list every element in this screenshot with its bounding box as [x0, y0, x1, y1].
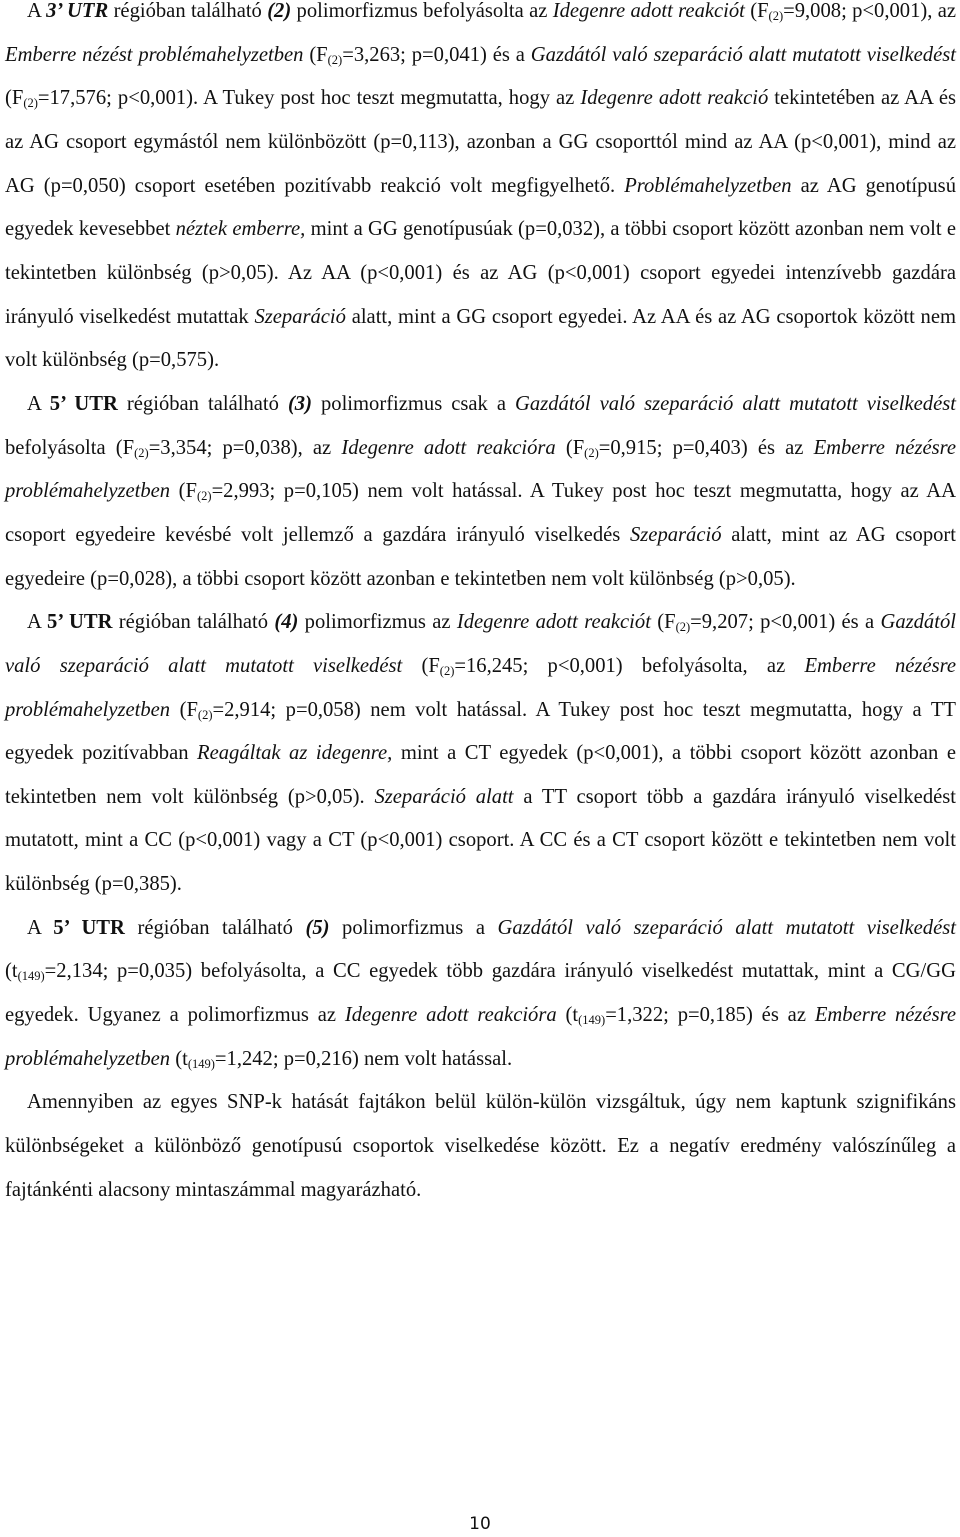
- text-run: a TT csoport több a gazdára irányuló viselkedést mutatott, mint a CC (p<0,001) vagy a CT (p<0,001) csoport. A CC és a CT csoport között e tekintetben nem volt különbség (p=0,385).: [5, 785, 956, 896]
- text-run: =0,915; p=0,403) és az: [598, 436, 814, 459]
- text-run: polimorfizmus csak a: [311, 392, 516, 415]
- italic-text: Emberre nézésre problémahelyzetben: [5, 436, 956, 503]
- page-number: 10: [469, 1514, 491, 1534]
- text-run: (t: [5, 960, 18, 983]
- bold-italic-text: (3): [287, 392, 312, 415]
- text-run: A: [27, 916, 54, 939]
- text-run: régióban található: [108, 0, 268, 22]
- italic-text: Idegenre adott reakció: [580, 87, 769, 110]
- text-run: =2,993; p=0,105) nem volt hatással. A Tukey post hoc teszt megmutatta, hogy az AA csoport egyedeire kevésbé volt jellemző a gazdára irányuló viselkedés: [5, 480, 956, 546]
- bold-italic-text: (5): [305, 916, 330, 939]
- text-run: (F: [744, 0, 769, 22]
- italic-text: Szeparáció: [254, 305, 346, 328]
- text-run: =1,242; p=0,216) nem volt hatással.: [214, 1047, 513, 1070]
- text-run: régióban található: [117, 392, 288, 415]
- italic-text: Gazdától való szeparáció alatt mutatott viselkedést: [515, 392, 956, 415]
- text-run: =1,322; p=0,185) és az: [605, 1004, 815, 1027]
- text-run: (t: [170, 1047, 188, 1070]
- text-run: mint a CT egyedek (p<0,001), a többi csoport között azonban e tekintetben nem volt különbség (p>0,05).: [5, 742, 956, 808]
- subscript-text: (2): [196, 489, 212, 504]
- bold-italic-text: (2): [267, 0, 292, 22]
- text-run: =9,207; p<0,001) és a: [690, 611, 881, 634]
- paragraph-5utr-snp5: [5, 907, 956, 1082]
- italic-text: Idegenre adott reakciót: [456, 611, 651, 634]
- text-run: =2,914; p=0,058) nem volt hatással. A Tukey post hoc teszt megmutatta, hogy a TT egyedek pozitívabban: [5, 698, 956, 765]
- bold-italic-text: 3’ UTR: [46, 0, 109, 22]
- subscript-text: (2): [584, 445, 599, 460]
- text-run: mint a GG genotípusúak (p=0,032), a többi csoport között azonban nem volt e tekintetben különbség (p>0,05). Az AA (p<0,001) és az AG (p<0,001) csoport egyedei intenzívebb gazdára irányuló viselkedést mutattak: [5, 218, 956, 328]
- bold-text: 5’ UTR: [47, 611, 113, 634]
- paragraph-breed-analysis: [5, 1081, 956, 1212]
- text-run: régióban található: [124, 916, 306, 939]
- subscript-text: (2): [23, 96, 38, 111]
- text-run: =17,576; p<0,001). A Tukey post hoc teszt megmutatta, hogy az: [37, 87, 581, 110]
- text-run: (F: [5, 87, 24, 110]
- bold-italic-text: (4): [274, 611, 299, 634]
- paragraph-5utr-snp4: [5, 601, 956, 907]
- paragraph-5utr-snp3: [5, 383, 956, 601]
- body-text: [5, 0, 956, 1212]
- subscript-text: (2): [197, 707, 213, 722]
- text-run: régióban található: [112, 611, 275, 634]
- italic-text: Szeparáció alatt: [374, 785, 514, 808]
- subscript-text: (2): [675, 620, 691, 635]
- italic-text: Problémahelyzetben: [624, 174, 792, 197]
- subscript-text: (149): [578, 1013, 606, 1028]
- bold-text: 5’ UTR: [53, 916, 125, 939]
- text-run: =9,008; p<0,001), az: [783, 0, 957, 22]
- italic-text: Reagáltak az idegenre,: [197, 742, 393, 765]
- italic-text: Idegenre adott reakcióra: [344, 1004, 557, 1027]
- text-run: (t: [556, 1004, 579, 1027]
- text-run: (F: [402, 654, 440, 677]
- bold-text: 5’ UTR: [49, 392, 118, 415]
- text-run: az AG genotípusú egyedek kevesebbet: [5, 174, 956, 241]
- subscript-text: (2): [768, 9, 784, 23]
- subscript-text: (2): [327, 52, 343, 67]
- italic-text: Emberre nézésre problémahelyzetben: [5, 1004, 956, 1070]
- text-run: (F: [170, 698, 198, 721]
- text-run: polimorfizmus a: [329, 916, 498, 939]
- italic-text: néztek emberre,: [175, 218, 306, 241]
- text-run: befolyásolta (F: [5, 436, 135, 459]
- text-run: polimorfizmus az: [298, 611, 457, 634]
- italic-text: Emberre nézésre problémahelyzetben: [5, 654, 956, 721]
- text-run: A: [27, 392, 50, 415]
- italic-text: Gazdától való szeparáció alatt mutatott viselkedést: [5, 611, 956, 677]
- italic-text: Idegenre adott reakcióra: [341, 436, 556, 459]
- italic-text: Idegenre adott reakciót: [552, 0, 745, 22]
- text-run: =2,134; p=0,035) befolyásolta, a CC egyedek több gazdára irányuló viselkedést mutattak, mint a CG/GG egyedek. Ugyanez a polimorfizmus az: [5, 960, 956, 1027]
- text-run: =3,263; p=0,041) és a: [342, 43, 531, 66]
- text-run: A: [27, 611, 48, 634]
- subscript-text: (2): [439, 663, 455, 678]
- paragraph-3utr-snp2: [5, 0, 956, 383]
- text-run: (F: [555, 436, 585, 459]
- text-run: =3,354; p=0,038), az: [148, 436, 342, 459]
- text-run: =16,245; p<0,001) befolyásolta, az: [454, 654, 805, 677]
- italic-text: Gazdától való szeparáció alatt mutatott viselkedést: [497, 916, 956, 939]
- text-run: (F: [170, 480, 197, 503]
- italic-text: Emberre nézést problémahelyzetben: [5, 43, 304, 66]
- text-run: Amennyiben az egyes SNP-k hatását fajtákon belül külön-külön vizsgáltuk, úgy nem kaptunk szignifikáns különbségeket a különböző genotípusú csoportok viselkedése között. Ez a negatív eredmény valószínűleg a fajtánkénti alacsony mintaszámmal magyarázható.: [5, 1091, 956, 1201]
- text-run: alatt, mint az AG csoport egyedeire (p=0,028), a többi csoport között azonban e tekintetben nem volt különbség (p>0,05).: [5, 523, 956, 590]
- subscript-text: (2): [134, 445, 149, 460]
- text-run: (F: [650, 611, 676, 634]
- text-run: alatt, mint a GG csoport egyedei. Az AA és az AG csoportok között nem volt különbség (p=0,575).: [5, 305, 956, 372]
- italic-text: Gazdától való szeparáció alatt mutatott viselkedést: [530, 43, 956, 66]
- text-run: polimorfizmus befolyásolta az: [291, 0, 553, 22]
- subscript-text: (149): [17, 969, 45, 984]
- subscript-text: (149): [187, 1056, 215, 1071]
- italic-text: Szeparáció: [630, 523, 722, 546]
- text-run: A: [27, 0, 47, 22]
- text-run: tekintetében az AA és az AG csoport egymástól nem különbözött (p=0,113), azonban a GG csoporttól mind az AA (p<0,001), mind az AG (p=0,050) csoport esetében pozitívabb reakció volt megfigyelhető.: [5, 87, 956, 197]
- text-run: (F: [303, 43, 328, 66]
